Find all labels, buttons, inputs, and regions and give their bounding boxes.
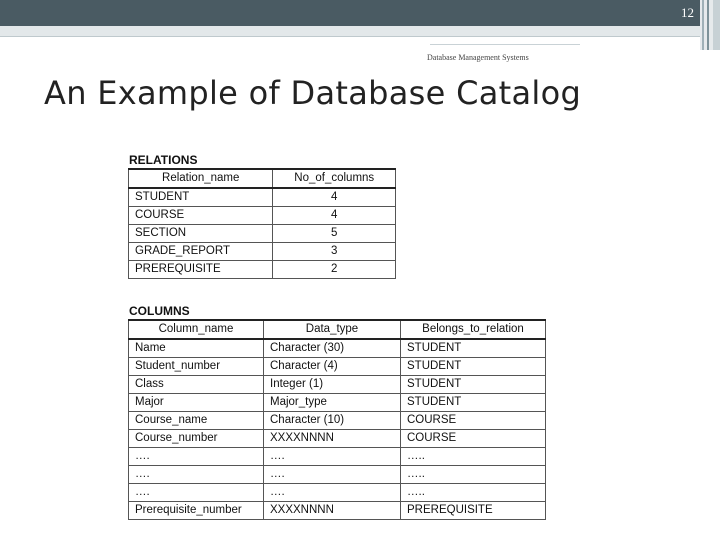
header-belongs-to-relation: Belongs_to_relation (401, 320, 546, 339)
column-name-cell: …. (129, 484, 264, 502)
column-name-cell: Course_number (129, 430, 264, 448)
data-type-cell: Character (10) (264, 412, 401, 430)
slide-title: An Example of Database Catalog (44, 74, 582, 112)
table-row (129, 430, 546, 448)
belongs-to-relation-cell: PREREQUISITE (401, 502, 546, 520)
table-row (129, 358, 546, 376)
belongs-to-relation-cell: STUDENT (401, 358, 546, 376)
table-row (129, 243, 396, 261)
column-name-cell: …. (129, 466, 264, 484)
table-row (129, 188, 396, 207)
no-of-columns-cell: 4 (273, 207, 396, 225)
data-type-cell: Character (4) (264, 358, 401, 376)
table-row (129, 394, 546, 412)
relation-name-cell: STUDENT (129, 188, 273, 207)
column-name-cell: Course_name (129, 412, 264, 430)
relation-name-cell: SECTION (129, 225, 273, 243)
table-row (129, 466, 546, 484)
belongs-to-relation-cell: ….. (401, 466, 546, 484)
table-row (129, 412, 546, 430)
page-number: 12 (681, 5, 694, 20)
data-type-cell: Integer (1) (264, 376, 401, 394)
data-type-cell: Major_type (264, 394, 401, 412)
data-type-cell: …. (264, 466, 401, 484)
no-of-columns-cell: 3 (273, 243, 396, 261)
slide-corner-decoration (700, 0, 720, 50)
header-data-type: Data_type (264, 320, 401, 339)
slide-top-bar (0, 0, 720, 26)
slide-subtitle: Database Management Systems (427, 53, 529, 62)
table-row (129, 339, 546, 358)
data-type-cell: …. (264, 484, 401, 502)
columns-heading: COLUMNS (129, 304, 190, 318)
header-no-of-columns: No_of_columns (273, 169, 396, 188)
column-name-cell: Major (129, 394, 264, 412)
belongs-to-relation-cell: STUDENT (401, 339, 546, 358)
column-name-cell: …. (129, 448, 264, 466)
belongs-to-relation-cell: COURSE (401, 412, 546, 430)
column-name-cell: Student_number (129, 358, 264, 376)
table-row (129, 261, 396, 279)
no-of-columns-cell: 4 (273, 188, 396, 207)
data-type-cell: …. (264, 448, 401, 466)
subtitle-divider (430, 44, 580, 45)
relations-heading: RELATIONS (129, 153, 198, 167)
table-header-row (129, 320, 546, 339)
header-relation-name: Relation_name (129, 169, 273, 188)
belongs-to-relation-cell: COURSE (401, 430, 546, 448)
data-type-cell: XXXXNNNN (264, 502, 401, 520)
relation-name-cell: PREREQUISITE (129, 261, 273, 279)
column-name-cell: Prerequisite_number (129, 502, 264, 520)
no-of-columns-cell: 5 (273, 225, 396, 243)
belongs-to-relation-cell: ….. (401, 484, 546, 502)
data-type-cell: Character (30) (264, 339, 401, 358)
slide-top-band (0, 26, 700, 36)
table-row (129, 376, 546, 394)
no-of-columns-cell: 2 (273, 261, 396, 279)
table-row (129, 225, 396, 243)
column-name-cell: Class (129, 376, 264, 394)
table-header-row (129, 169, 396, 188)
columns-table (128, 319, 546, 520)
table-row (129, 207, 396, 225)
relation-name-cell: COURSE (129, 207, 273, 225)
table-row (129, 484, 546, 502)
column-name-cell: Name (129, 339, 264, 358)
data-type-cell: XXXXNNNN (264, 430, 401, 448)
header-column-name: Column_name (129, 320, 264, 339)
table-row (129, 448, 546, 466)
relations-table (128, 168, 396, 279)
slide-top-divider (0, 36, 700, 37)
belongs-to-relation-cell: ….. (401, 448, 546, 466)
table-row (129, 502, 546, 520)
belongs-to-relation-cell: STUDENT (401, 376, 546, 394)
belongs-to-relation-cell: STUDENT (401, 394, 546, 412)
relation-name-cell: GRADE_REPORT (129, 243, 273, 261)
